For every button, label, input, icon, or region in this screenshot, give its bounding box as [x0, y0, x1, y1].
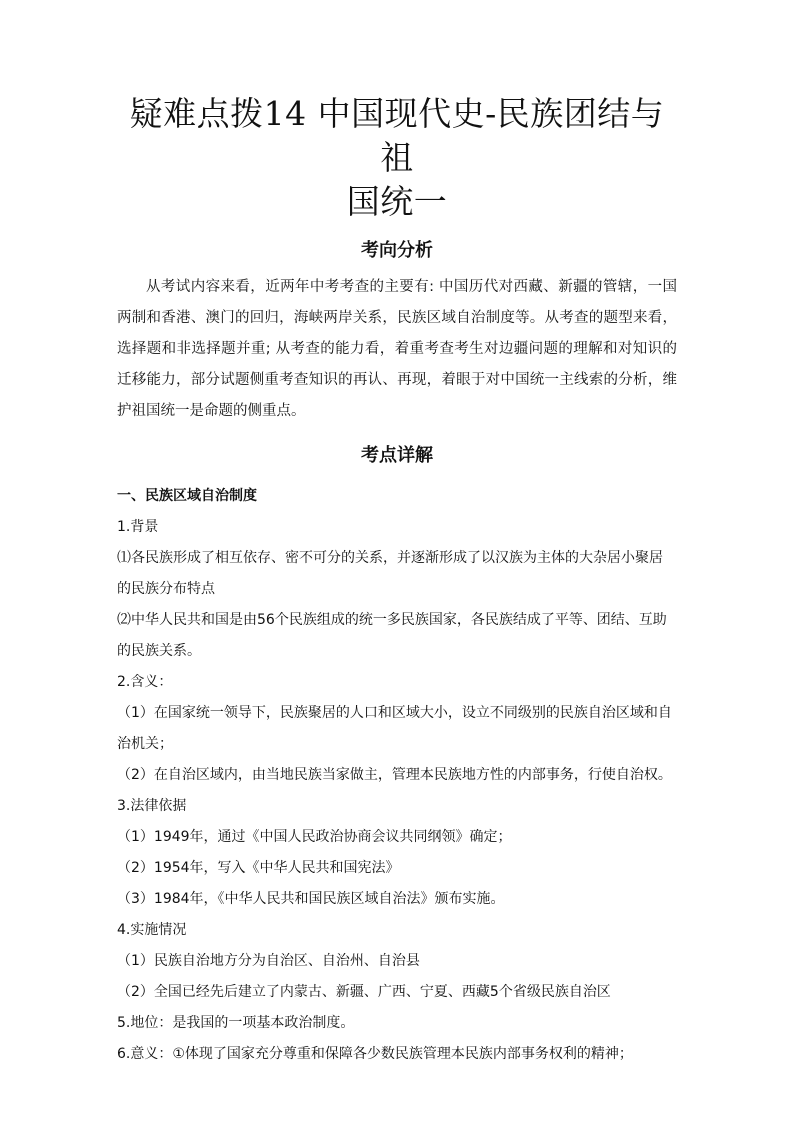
- body-line: （2）1954年，写入《中华人民共和国宪法》: [117, 860, 400, 876]
- body-line: 的民族分布特点: [117, 581, 215, 597]
- subheading-implementation: 4.实施情况: [117, 922, 187, 938]
- body-line: （3）1984年，《中华人民共和国民族区域自治法》颁布实施。: [117, 891, 505, 907]
- body-line: 的民族关系。: [117, 643, 201, 659]
- details-body: [117, 481, 677, 1070]
- body-line: （1）1949年，通过《中国人民政治协商会议共同纲领》确定；: [117, 829, 512, 845]
- section-title-details: 考点详解: [361, 445, 433, 466]
- subheading-significance: 6.意义：①体现了国家充分尊重和保障各少数民族管理本民族内部事务权利的精神；: [117, 1046, 633, 1062]
- body-line: （1）在国家统一领导下，民族聚居的人口和区域大小，设立不同级别的民族自治区域和自: [117, 705, 672, 721]
- body-line: 治机关；: [117, 736, 173, 752]
- body-line: ⑵中华人民共和国是由56个民族组成的统一多民族国家，各民族结成了平等、团结、互助: [117, 612, 667, 628]
- subheading-background: 1.背景: [117, 519, 159, 535]
- body-line: （2）在自治区域内，由当地民族当家做主，管理本民族地方性的内部事务，行使自治权。: [117, 767, 672, 783]
- document-title: [117, 92, 677, 224]
- document-page: [117, 92, 677, 1070]
- subheading-meaning: 2.含义：: [117, 674, 173, 690]
- subheading-status: 5.地位：是我国的一项基本政治制度。: [117, 1015, 355, 1031]
- document-title-line-1: 疑难点拨14 中国现代史-民族团结与祖: [129, 94, 665, 177]
- section-title-analysis: 考向分析: [361, 240, 433, 261]
- heading-ethnic-autonomy: 一、民族区域自治制度: [117, 488, 257, 504]
- body-line: （1）民族自治地方分为自治区、自治州、自治县: [117, 953, 420, 969]
- subheading-legal-basis: 3.法律依据: [117, 798, 187, 814]
- body-line: ⑴各民族形成了相互依存、密不可分的关系，并逐渐形成了以汉族为主体的大杂居小聚居: [117, 550, 663, 566]
- body-line: （2）全国已经先后建立了内蒙古、新疆、广西、宁夏、西藏5个省级民族自治区: [117, 984, 611, 1000]
- intro-paragraph: 从考试内容来看，近两年中考考查的主要有: 中国历代对西藏、新疆的管辖，一国两制和香港、澳门的回归，海峡两岸关系，民族区域自治制度等。从考查的题型来看，选择题和非选择题并重; 从考查的能力看，着重考查考生对边疆问题的理解和对知识的迁移能力，部分试题侧重考查知识的再认、再现，着眼于对中国统一主线索的分析，维护祖国统一是命题的侧重点。: [117, 279, 677, 419]
- document-title-line-2: 国统一: [346, 182, 448, 221]
